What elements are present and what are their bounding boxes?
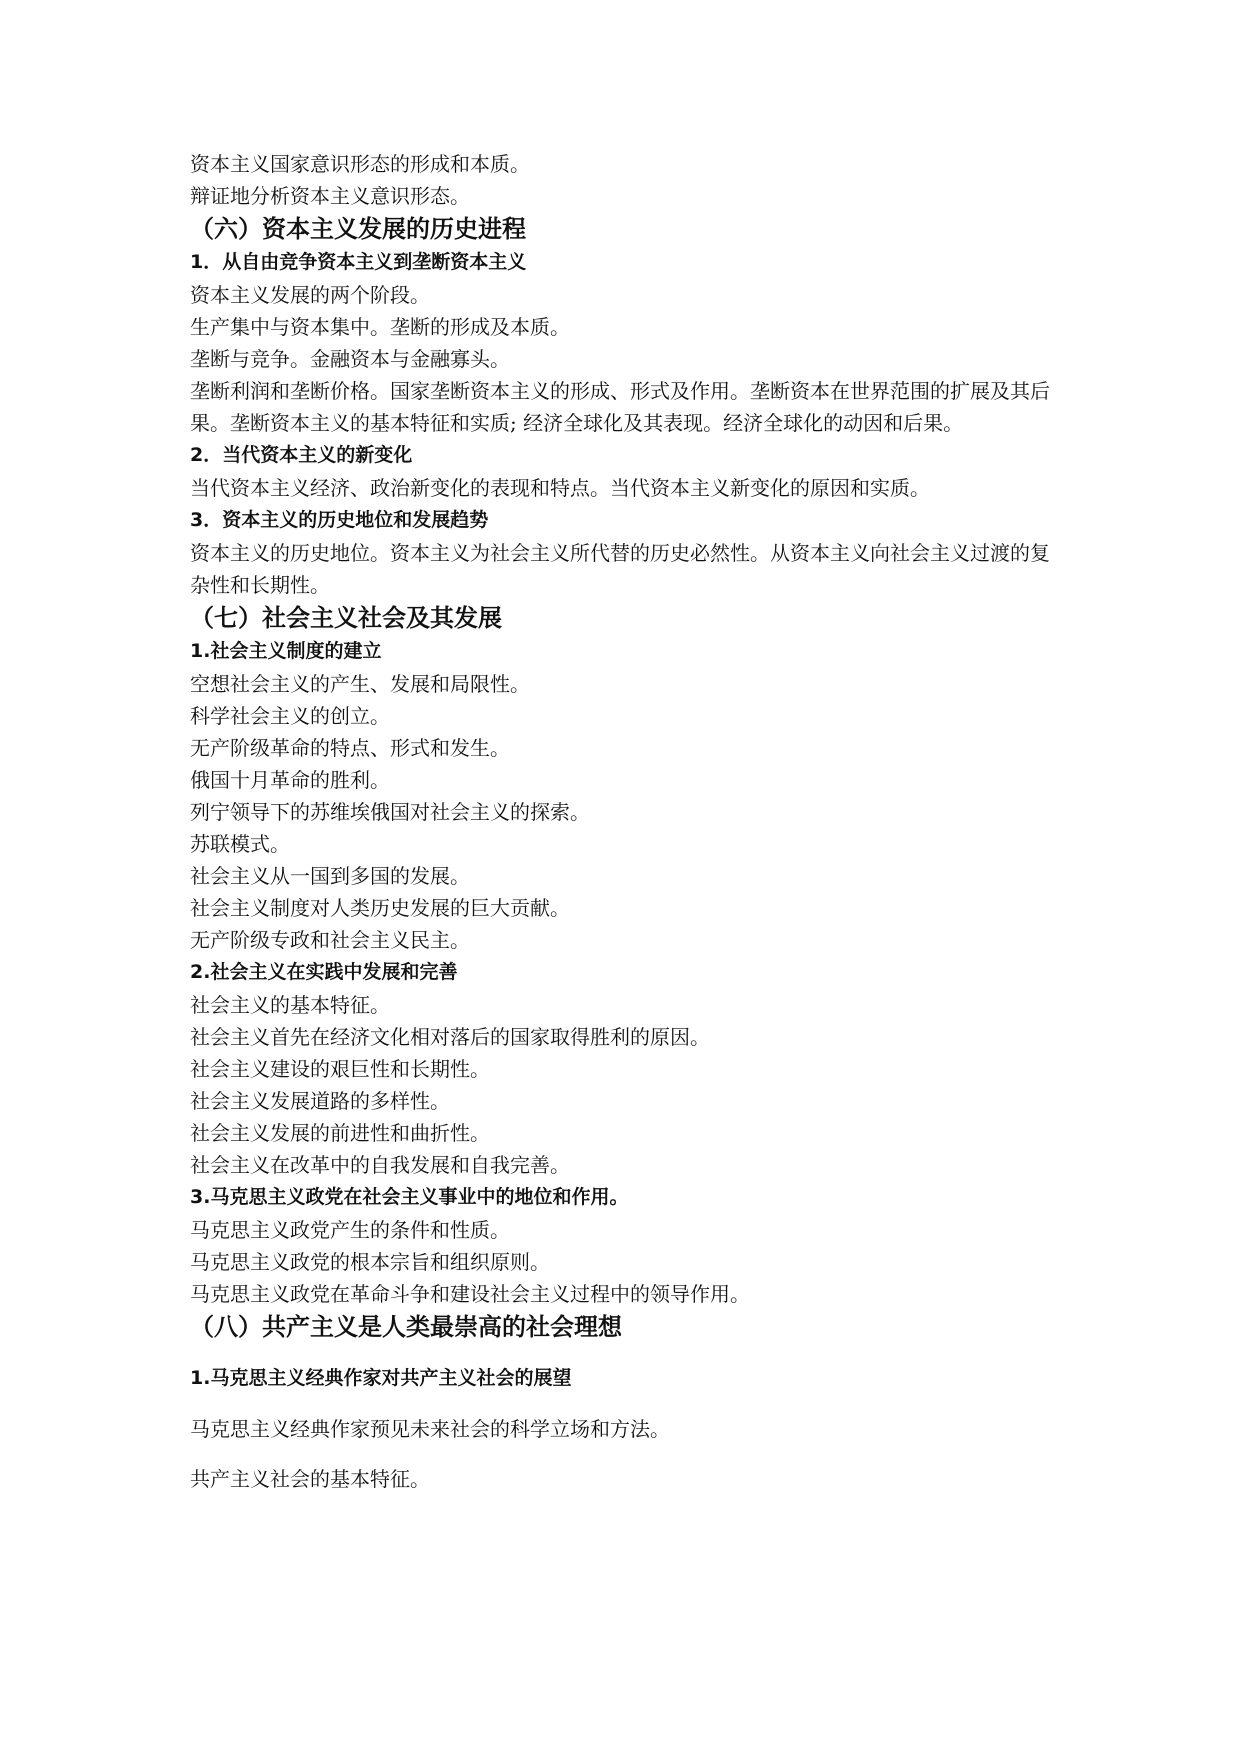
sub-heading-8-1: 1.马克思主义经典作家对共产主义社会的展望 (190, 1367, 572, 1389)
text-line: 社会主义建设的艰巨性和长期性。 (190, 1057, 490, 1081)
section-heading-7: （七）社会主义社会及其发展 (190, 604, 502, 632)
text-line: 垄断与竞争。金融资本与金融寡头。 (190, 347, 510, 371)
sub-heading-6-1: 1．从自由竞争资本主义到垄断资本主义 (190, 251, 527, 273)
section-heading-8: （八）共产主义是人类最崇高的社会理想 (190, 1313, 622, 1341)
text-line: 无产阶级专政和社会主义民主。 (190, 928, 470, 952)
text-line: 社会主义在改革中的自我发展和自我完善。 (190, 1153, 570, 1177)
text-line: 社会主义首先在经济文化相对落后的国家取得胜利的原因。 (190, 1025, 710, 1049)
text-line: 社会主义发展的前进性和曲折性。 (190, 1121, 490, 1145)
text-paragraph: 垄断利润和垄断价格。国家垄断资本主义的形成、形式及作用。垄断资本在世界范围的扩展及其后果。垄断资本主义的基本特征和实质; 经济全球化及其表现。经济全球化的动因和后果。 (190, 379, 1050, 435)
text-line: 马克思主义政党在革命斗争和建设社会主义过程中的领导作用。 (190, 1282, 750, 1306)
text-line: 资本主义国家意识形态的形成和本质。 (190, 152, 530, 176)
text-line: 俄国十月革命的胜利。 (190, 768, 390, 792)
text-line: 资本主义发展的两个阶段。 (190, 283, 430, 307)
text-line: 社会主义制度对人类历史发展的巨大贡献。 (190, 896, 570, 920)
text-line: 生产集中与资本集中。垄断的形成及本质。 (190, 315, 570, 339)
sub-heading-7-2: 2.社会主义在实践中发展和完善 (190, 961, 458, 983)
text-paragraph: 资本主义的历史地位。资本主义为社会主义所代替的历史必然性。从资本主义向社会主义过渡的复杂性和长期性。 (190, 541, 1050, 597)
text-line: 社会主义的基本特征。 (190, 993, 390, 1017)
sub-heading-7-1: 1.社会主义制度的建立 (190, 640, 382, 662)
text-line: 辩证地分析资本主义意识形态。 (190, 184, 470, 208)
text-line: 当代资本主义经济、政治新变化的表现和特点。当代资本主义新变化的原因和实质。 (190, 476, 930, 500)
text-line: 社会主义发展道路的多样性。 (190, 1089, 450, 1113)
text-line: 马克思主义经典作家预见未来社会的科学立场和方法。 (190, 1417, 670, 1441)
sub-heading-7-3: 3.马克思主义政党在社会主义事业中的地位和作用。 (190, 1186, 629, 1208)
document-page (190, 148, 1070, 1495)
sub-heading-6-3: 3．资本主义的历史地位和发展趋势 (190, 509, 489, 531)
text-line: 马克思主义政党产生的条件和性质。 (190, 1218, 510, 1242)
text-line: 共产主义社会的基本特征。 (190, 1467, 430, 1491)
text-line: 无产阶级革命的特点、形式和发生。 (190, 736, 510, 760)
section-heading-6: （六）资本主义发展的历史进程 (190, 215, 526, 243)
text-line: 苏联模式。 (190, 832, 290, 856)
text-line: 列宁领导下的苏维埃俄国对社会主义的探索。 (190, 800, 590, 824)
text-line: 空想社会主义的产生、发展和局限性。 (190, 672, 530, 696)
sub-heading-6-2: 2．当代资本主义的新变化 (190, 444, 413, 466)
text-line: 社会主义从一国到多国的发展。 (190, 864, 470, 888)
text-line: 马克思主义政党的根本宗旨和组织原则。 (190, 1250, 550, 1274)
text-line: 科学社会主义的创立。 (190, 704, 390, 728)
